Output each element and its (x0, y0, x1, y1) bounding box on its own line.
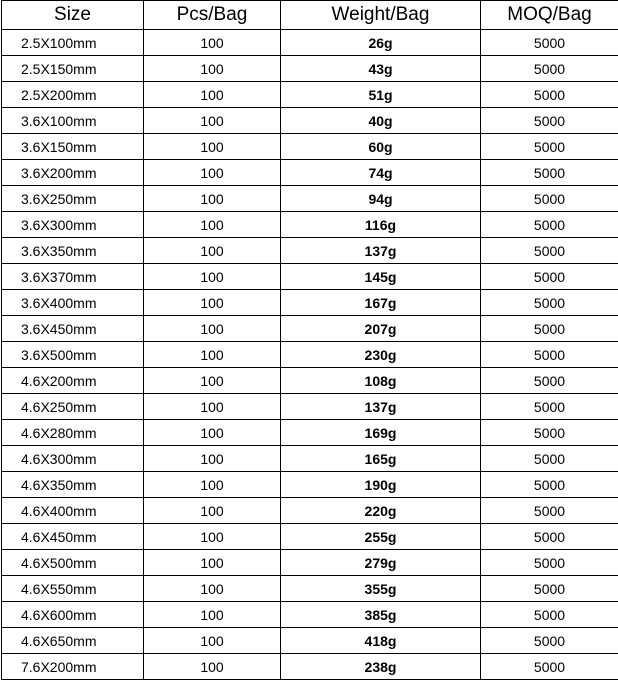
table-row (2, 160, 618, 186)
table-row (2, 264, 618, 290)
size-cell: 7.6X200mm (2, 654, 144, 680)
pcs-per-bag-cell: 100 (144, 602, 281, 628)
pcs-per-bag-cell: 100 (144, 160, 281, 186)
table-row (2, 56, 618, 82)
moq-per-bag-cell: 5000 (481, 420, 618, 446)
table-row (2, 316, 618, 342)
table-row (2, 446, 618, 472)
header-pcs-per-bag: Pcs/Bag (144, 1, 281, 30)
weight-per-bag-cell: 355g (281, 576, 481, 602)
size-cell: 4.6X450mm (2, 524, 144, 550)
size-cell: 2.5X100mm (2, 30, 144, 56)
size-cell: 3.6X400mm (2, 290, 144, 316)
moq-per-bag-cell: 5000 (481, 316, 618, 342)
weight-per-bag-cell: 51g (281, 82, 481, 108)
weight-per-bag-cell: 108g (281, 368, 481, 394)
header-moq-per-bag: MOQ/Bag (481, 1, 618, 30)
moq-per-bag-cell: 5000 (481, 186, 618, 212)
size-cell: 4.6X650mm (2, 628, 144, 654)
product-spec-table (1, 0, 618, 680)
weight-per-bag-cell: 74g (281, 160, 481, 186)
weight-per-bag-cell: 167g (281, 290, 481, 316)
moq-per-bag-cell: 5000 (481, 550, 618, 576)
pcs-per-bag-cell: 100 (144, 654, 281, 680)
moq-per-bag-cell: 5000 (481, 82, 618, 108)
table-row (2, 498, 618, 524)
pcs-per-bag-cell: 100 (144, 446, 281, 472)
pcs-per-bag-cell: 100 (144, 420, 281, 446)
moq-per-bag-cell: 5000 (481, 30, 618, 56)
header-weight-per-bag: Weight/Bag (281, 1, 481, 30)
table-row (2, 108, 618, 134)
moq-per-bag-cell: 5000 (481, 264, 618, 290)
table-row (2, 368, 618, 394)
table-row (2, 212, 618, 238)
moq-per-bag-cell: 5000 (481, 238, 618, 264)
size-cell: 4.6X200mm (2, 368, 144, 394)
weight-per-bag-cell: 418g (281, 628, 481, 654)
size-cell: 3.6X350mm (2, 238, 144, 264)
pcs-per-bag-cell: 100 (144, 394, 281, 420)
pcs-per-bag-cell: 100 (144, 342, 281, 368)
size-cell: 2.5X150mm (2, 56, 144, 82)
moq-per-bag-cell: 5000 (481, 654, 618, 680)
pcs-per-bag-cell: 100 (144, 30, 281, 56)
weight-per-bag-cell: 137g (281, 394, 481, 420)
table-row (2, 654, 618, 680)
moq-per-bag-cell: 5000 (481, 602, 618, 628)
weight-per-bag-cell: 169g (281, 420, 481, 446)
weight-per-bag-cell: 279g (281, 550, 481, 576)
weight-per-bag-cell: 145g (281, 264, 481, 290)
size-cell: 4.6X500mm (2, 550, 144, 576)
moq-per-bag-cell: 5000 (481, 342, 618, 368)
table-row (2, 394, 618, 420)
size-cell: 3.6X300mm (2, 212, 144, 238)
pcs-per-bag-cell: 100 (144, 82, 281, 108)
size-cell: 3.6X500mm (2, 342, 144, 368)
moq-per-bag-cell: 5000 (481, 628, 618, 654)
size-cell: 4.6X350mm (2, 472, 144, 498)
table-row (2, 576, 618, 602)
pcs-per-bag-cell: 100 (144, 290, 281, 316)
table-row (2, 82, 618, 108)
weight-per-bag-cell: 385g (281, 602, 481, 628)
moq-per-bag-cell: 5000 (481, 498, 618, 524)
table-row (2, 238, 618, 264)
weight-per-bag-cell: 255g (281, 524, 481, 550)
weight-per-bag-cell: 220g (281, 498, 481, 524)
weight-per-bag-cell: 60g (281, 134, 481, 160)
table-row (2, 290, 618, 316)
moq-per-bag-cell: 5000 (481, 524, 618, 550)
pcs-per-bag-cell: 100 (144, 472, 281, 498)
weight-per-bag-cell: 94g (281, 186, 481, 212)
weight-per-bag-cell: 207g (281, 316, 481, 342)
pcs-per-bag-cell: 100 (144, 316, 281, 342)
pcs-per-bag-cell: 100 (144, 108, 281, 134)
pcs-per-bag-cell: 100 (144, 368, 281, 394)
pcs-per-bag-cell: 100 (144, 186, 281, 212)
header-size: Size (2, 1, 144, 30)
weight-per-bag-cell: 190g (281, 472, 481, 498)
weight-per-bag-cell: 26g (281, 30, 481, 56)
table-row (2, 134, 618, 160)
size-cell: 4.6X600mm (2, 602, 144, 628)
moq-per-bag-cell: 5000 (481, 56, 618, 82)
table-row (2, 342, 618, 368)
size-cell: 2.5X200mm (2, 82, 144, 108)
pcs-per-bag-cell: 100 (144, 524, 281, 550)
size-cell: 3.6X100mm (2, 108, 144, 134)
weight-per-bag-cell: 40g (281, 108, 481, 134)
moq-per-bag-cell: 5000 (481, 472, 618, 498)
weight-per-bag-cell: 137g (281, 238, 481, 264)
pcs-per-bag-cell: 100 (144, 550, 281, 576)
size-cell: 4.6X550mm (2, 576, 144, 602)
moq-per-bag-cell: 5000 (481, 212, 618, 238)
moq-per-bag-cell: 5000 (481, 394, 618, 420)
size-cell: 3.6X250mm (2, 186, 144, 212)
table-row (2, 602, 618, 628)
table-row (2, 186, 618, 212)
moq-per-bag-cell: 5000 (481, 368, 618, 394)
moq-per-bag-cell: 5000 (481, 134, 618, 160)
pcs-per-bag-cell: 100 (144, 628, 281, 654)
table-row (2, 472, 618, 498)
weight-per-bag-cell: 116g (281, 212, 481, 238)
weight-per-bag-cell: 230g (281, 342, 481, 368)
pcs-per-bag-cell: 100 (144, 576, 281, 602)
pcs-per-bag-cell: 100 (144, 56, 281, 82)
table-row (2, 550, 618, 576)
size-cell: 3.6X370mm (2, 264, 144, 290)
moq-per-bag-cell: 5000 (481, 290, 618, 316)
weight-per-bag-cell: 238g (281, 654, 481, 680)
size-cell: 4.6X300mm (2, 446, 144, 472)
moq-per-bag-cell: 5000 (481, 108, 618, 134)
pcs-per-bag-cell: 100 (144, 212, 281, 238)
size-cell: 3.6X200mm (2, 160, 144, 186)
size-cell: 3.6X450mm (2, 316, 144, 342)
table-body (2, 30, 618, 680)
moq-per-bag-cell: 5000 (481, 576, 618, 602)
weight-per-bag-cell: 165g (281, 446, 481, 472)
table-row (2, 628, 618, 654)
moq-per-bag-cell: 5000 (481, 446, 618, 472)
table-row (2, 30, 618, 56)
size-cell: 4.6X280mm (2, 420, 144, 446)
table-row (2, 420, 618, 446)
pcs-per-bag-cell: 100 (144, 264, 281, 290)
pcs-per-bag-cell: 100 (144, 134, 281, 160)
pcs-per-bag-cell: 100 (144, 498, 281, 524)
moq-per-bag-cell: 5000 (481, 160, 618, 186)
size-cell: 4.6X400mm (2, 498, 144, 524)
size-cell: 4.6X250mm (2, 394, 144, 420)
table-row (2, 524, 618, 550)
weight-per-bag-cell: 43g (281, 56, 481, 82)
header-row (2, 1, 618, 30)
size-cell: 3.6X150mm (2, 134, 144, 160)
pcs-per-bag-cell: 100 (144, 238, 281, 264)
